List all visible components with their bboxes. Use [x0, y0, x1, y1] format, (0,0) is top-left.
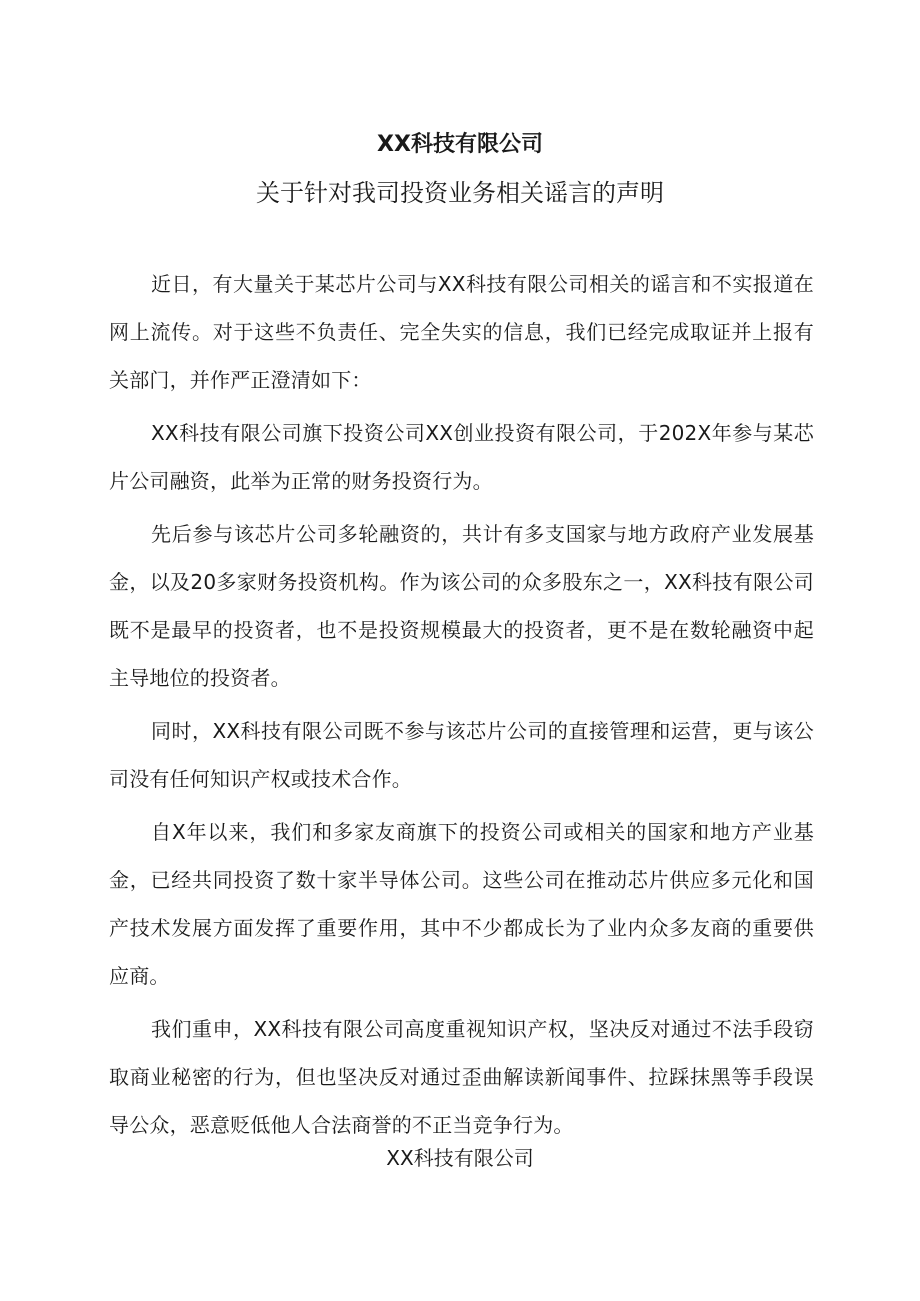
paragraph-investment: XX科技有限公司旗下投资公司XX创业投资有限公司，于202X年参与某芯片公司融资，此举为正常的财务投资行为。	[109, 421, 814, 493]
title-block	[0, 125, 920, 213]
paragraph-intro: 近日，有大量关于某芯片公司与XX科技有限公司相关的谣言和不实报道在网上流传。对于这些不负责任、完全失实的信息，我们已经完成取证并上报有关部门，并作严正澄清如下：	[109, 272, 814, 392]
signature: XX科技有限公司	[386, 1146, 534, 1170]
paragraph-semiconductor-investments: 自X年以来，我们和多家友商旗下的投资公司或相关的国家和地方产业基金，已经共同投资了数十家半导体公司。这些公司在推动芯片供应多元化和国产技术发展方面发挥了重要作用，其中不少都成长为了业内众多友商的重要供应商。	[109, 820, 814, 988]
paragraph-investors: 先后参与该芯片公司多轮融资的，共计有多支国家与地方政府产业发展基金，以及20多家财务投资机构。作为该公司的众多股东之一，XX科技有限公司既不是最早的投资者，也不是投资规模最大的投资者，更不是在数轮融资中起主导地位的投资者。	[109, 522, 814, 690]
statement-title: 关于针对我司投资业务相关谣言的声明	[256, 179, 664, 207]
statement-body	[109, 260, 814, 1154]
paragraph-reaffirmation: 我们重申，XX科技有限公司高度重视知识产权，坚决反对通过不法手段窃取商业秘密的行为，但也坚决反对通过歪曲解读新闻事件、拉踩抹黑等手段误导公众，恶意贬低他人合法商誉的不正当竞争行为。	[109, 1017, 814, 1137]
paragraph-no-cooperation: 同时，XX科技有限公司既不参与该芯片公司的直接管理和运营，更与该公司没有任何知识产权或技术合作。	[109, 719, 814, 791]
company-title: XX科技有限公司	[377, 132, 543, 157]
